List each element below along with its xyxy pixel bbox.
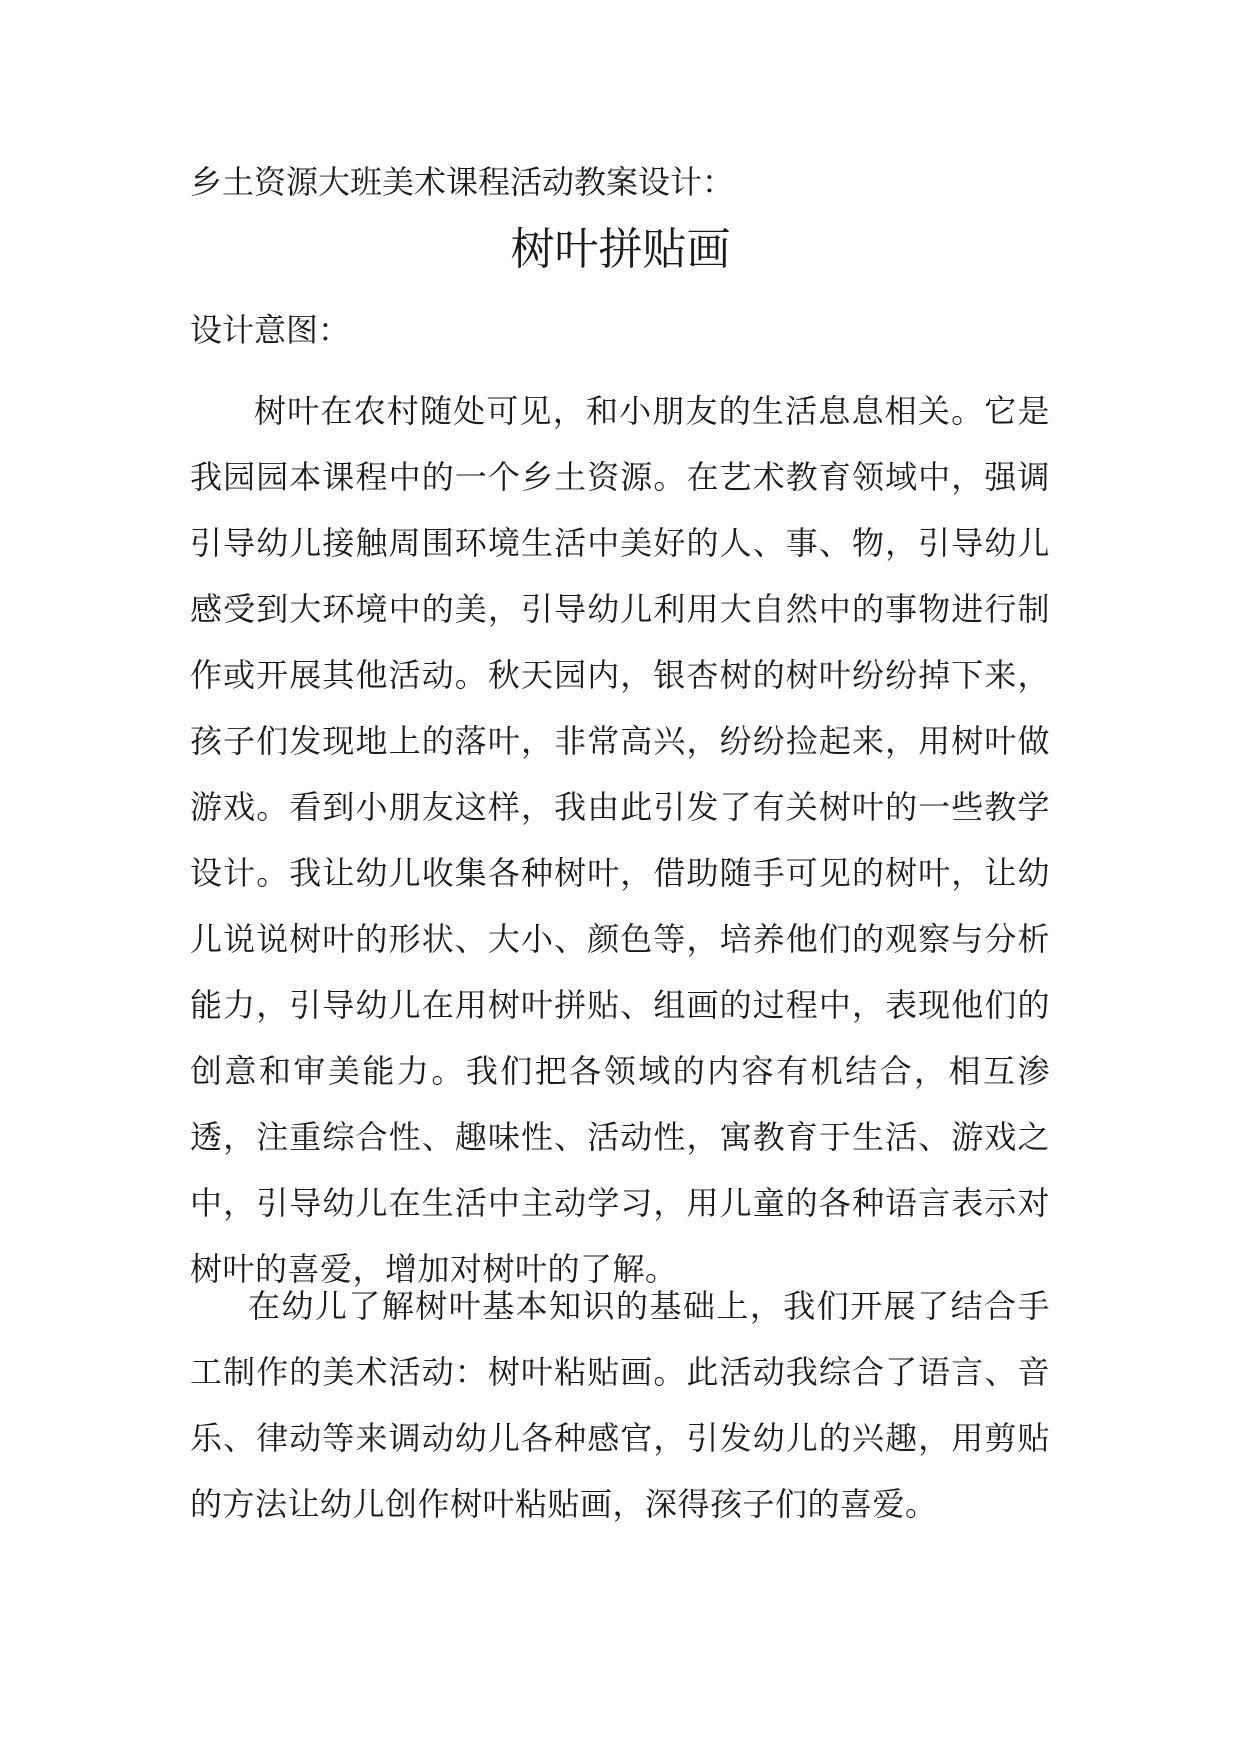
body-paragraph-2: 在幼儿了解树叶基本知识的基础上，我们开展了结合手工制作的美术活动：树叶粘贴画。此活动我综合了语言、音乐、律动等来调动幼儿各种感官，引发幼儿的兴趣，用剪贴的方法让幼儿创作树叶粘贴画，深得孩子们的喜爱。 xyxy=(190,1287,1050,1523)
section-heading-design-intent: 设计意图： xyxy=(190,311,351,349)
document-title: 树叶拼贴画 xyxy=(510,224,731,275)
document-subtitle: 乡土资源大班美术课程活动教案设计： xyxy=(190,163,735,201)
body-paragraph-1: 树叶在农村随处可见，和小朋友的生活息息相关。它是我园园本课程中的一个乡土资源。在艺术教育领域中，强调引导幼儿接触周围环境生活中美好的人、事、物，引导幼儿感受到大环境中的美，引导幼儿利用大自然中的事物进行制作或开展其他活动。秋天园内，银杏树的树叶纷纷掉下来，孩子们发现地上的落叶，非常高兴，纷纷捡起来，用树叶做游戏。看到小朋友这样，我由此引发了有关树叶的一些教学设计。我让幼儿收集各种树叶，借助随手可见的树叶，让幼儿说说树叶的形状、大小、颜色等，培养他们的观察与分析能力，引导幼儿在用树叶拼贴、组画的过程中，表现他们的创意和审美能力。我们把各领域的内容有机结合，相互渗透，注重综合性、趣味性、活动性，寓教育于生活、游戏之中，引导幼儿在生活中主动学习，用儿童的各种语言表示对树叶的喜爱，增加对树叶的了解。 xyxy=(190,392,1050,1288)
